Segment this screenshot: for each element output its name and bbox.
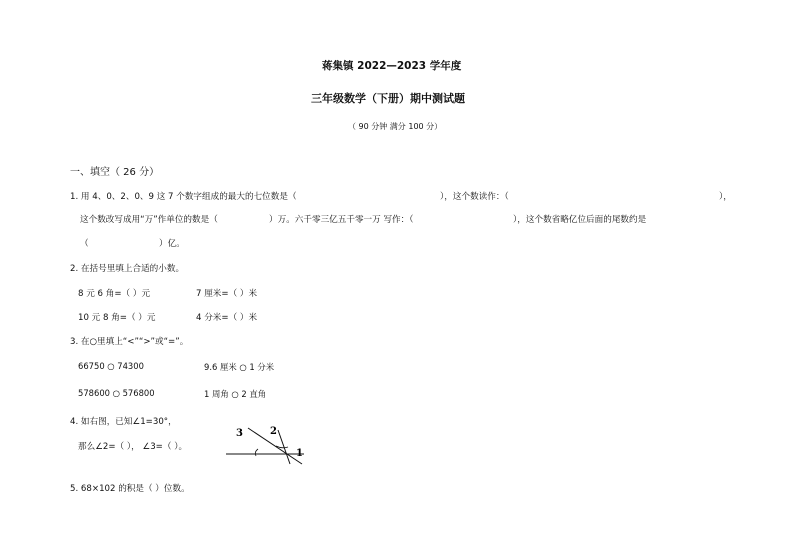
q1-line1-c: ）， bbox=[719, 192, 732, 202]
q1-line1-b: ），这个数读作：（ bbox=[440, 192, 509, 202]
q1-line2-a: 这个数改写成用“万”作单位的数是（ bbox=[80, 215, 218, 225]
exam-title: 三年级数学（下册）期中测试题 bbox=[311, 92, 465, 105]
q2-row2-right: 4 分米=（ ）米 bbox=[196, 313, 258, 323]
q4-line2: 那么∠2=（ ）， ∠3=（ ）。 bbox=[78, 442, 188, 452]
q1-line2-b: ）万。六千零三亿五千零一万 写作：（ bbox=[269, 215, 414, 225]
q2-row2-left: 10 元 8 角=（ ）元 bbox=[78, 313, 156, 323]
figure-label-1: 1 bbox=[296, 448, 303, 459]
q3-row2-left: 578600 ○ 576800 bbox=[78, 388, 155, 398]
q5-text: 5. 68×102 的积是（ ）位数。 bbox=[70, 484, 190, 494]
section-title: 一、填空（ 26 分） bbox=[70, 167, 160, 178]
q1-line3-a: （ bbox=[80, 239, 89, 249]
school-line: 蒋集镇 2022—2023 学年度 bbox=[322, 60, 462, 72]
figure-label-2: 2 bbox=[270, 426, 277, 437]
figure-label-3: 3 bbox=[236, 428, 243, 439]
q2-row1-left: 8 元 6 角=（ ）元 bbox=[78, 289, 151, 299]
q2-title: 2. 在括号里填上合适的小数。 bbox=[70, 264, 185, 274]
q3-row1-left: 66750 ○ 74300 bbox=[78, 361, 144, 371]
q1-line2-c: ），这个数省略亿位后面的尾数约是 bbox=[513, 215, 647, 225]
q2-row1-right: 7 厘米=（ ）米 bbox=[196, 289, 258, 299]
q3-row2-right: 1 周角 ○ 2 直角 bbox=[204, 389, 267, 399]
q3-row1-right: 9.6 厘米 ○ 1 分米 bbox=[204, 362, 275, 372]
figure-angle-arc-1 bbox=[255, 449, 258, 456]
q3-title: 3. 在○里填上“<”“>”或“=”。 bbox=[70, 337, 189, 347]
angle-figure bbox=[220, 418, 310, 466]
q4-line1: 4. 如右图，已知∠1=30°， bbox=[70, 417, 177, 427]
q1-line3-b: ）亿。 bbox=[159, 239, 185, 249]
q1-line1-a: 1. 用 4、0、2、0、9 这 7 个数字组成的最大的七位数是（ bbox=[70, 192, 297, 202]
exam-info: （ 90 分钟 满分 100 分） bbox=[348, 122, 443, 131]
